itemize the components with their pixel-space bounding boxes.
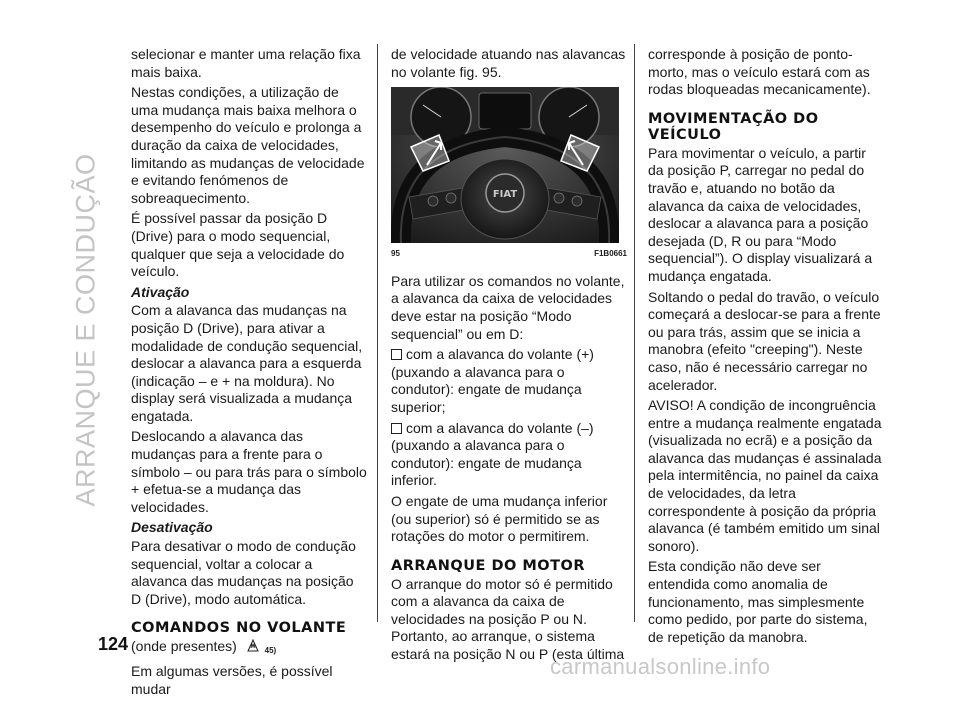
where-present-note: (onde presentes): [131, 638, 237, 655]
paragraph: de velocidade atuando nas alavancas no volante fig. 95.: [391, 46, 626, 80]
steering-wheel-illustration: [391, 87, 619, 243]
figure-caption: [391, 245, 627, 263]
section-heading-comandos: COMANDOS NO VOLANTE: [131, 620, 347, 637]
paragraph: selecionar e manter uma relação fixa mais baixa.: [131, 46, 361, 80]
steering-wheel-figure: [391, 87, 619, 243]
column-divider: [377, 44, 378, 622]
page-number: 124: [98, 634, 129, 654]
paragraph: O arranque do motor só é permitido com a alavanca da caixa de velocidades na posição P ou N. Portanto, ao arranque, o sistema estará na posição N ou P (esta última: [391, 575, 625, 663]
text-column-2: [391, 46, 627, 667]
watermark-link[interactable]: carmanualsonline.info: [550, 654, 771, 679]
figure-number: 95: [391, 249, 400, 259]
text-column-3: [648, 46, 884, 649]
paragraph: O engate de uma mudança inferior (ou superior) só é permitido se as rotações do motor o permitirem.: [391, 492, 608, 545]
paragraph: corresponde à posição de ponto-morto, mas o veículo estará com as rodas bloqueadas mecanicamente).: [648, 46, 871, 98]
paragraph: Em algumas versões, é possível mudar: [131, 663, 333, 697]
section-heading-movimentacao: MOVIMENTAÇÃO DO VEÍCULO: [648, 110, 819, 143]
subheading-ativacao: Ativação: [131, 283, 190, 300]
checkbox-bullet-icon: [391, 423, 402, 434]
paragraph: Soltando o pedal do travão, o veículo começará a deslocar-se para a frente ou para trás, assim que se inicia a manobra (efeito "creeping"). Neste caso, não é necessário carregar no acelerador.: [648, 288, 881, 393]
paragraph: Deslocando a alavanca das mudanças para a frente para o símbolo – ou para trás para o símbolo + efetua-se a mudança das velocidades.: [131, 428, 367, 515]
subheading-desativacao: Desativação: [131, 519, 213, 536]
paragraph: É possível passar da posição D (Drive) para o modo sequencial, qualquer que seja a velocidade do veículo.: [131, 210, 345, 280]
paragraph: Para movimentar o veículo, a partir da posição P, carregar no pedal do travão e, atuando no botão da alavanca da caixa de velocidades, deslocar a alavanca para a posição desejada (D, R ou para “Modo sequencial”). O display visualizará a mudança engatada.: [648, 144, 873, 284]
warning-reference: 45): [264, 646, 277, 656]
text-column-1: [131, 46, 367, 701]
chapter-title: ARRANQUE E CONDUÇÃO: [70, 153, 101, 507]
figure-code: F1B0661: [594, 249, 627, 259]
checkbox-bullet-icon: [391, 349, 402, 360]
section-heading-arranque: ARRANQUE DO MOTOR: [391, 557, 586, 574]
paragraph: Esta condição não deve ser entendida como anomalia de funcionamento, mas simplesmente como pedido, por parte do sistema, de repetição da manobra.: [648, 558, 868, 645]
bullet-item: com a alavanca do volante (–) (puxando a alavanca para o condutor): engate de mudança inferior.: [391, 419, 594, 489]
paragraph: Nestas condições, a utilização de uma mudança mais baixa melhora o desempenho do veículo e prolonga a duração da caixa de velocidades, limitando as mudanças de velocidade e evitando fenómenos de sobreaquecimento.: [131, 84, 365, 206]
column-divider: [634, 44, 635, 622]
fiat-logo: FIAT: [492, 189, 518, 201]
paragraph: Com a alavanca das mudanças na posição D (Drive), para ativar a modalidade de condução sequencial, deslocar a alavanca para a esquerda (indicação – e + na moldura). No display será visualizada a mudança engatada.: [131, 302, 363, 424]
paragraph: [131, 638, 367, 660]
paragraph: AVISO! A condição de incongruência entre a mudança realmente engatada (visualizada no ecrã) e a posição da alavanca das mudanças é assinalada pela intermitência, no painel da caixa de velocidades, da letra correspondente à posição da própria alavanca (é também emitido um sinal sonoro).: [648, 397, 882, 554]
paragraph: Para desativar o modo de condução sequencial, voltar a colocar a alavanca das mudanças na posição D (Drive), modo automática.: [131, 538, 356, 607]
paragraph: Para utilizar os comandos no volante, a alavanca da caixa de velocidades deve estar na posição “Modo sequencial” ou em D:: [391, 272, 625, 342]
bullet-item: com a alavanca do volante (+) (puxando a alavanca para o condutor): engate de mudança superior;: [391, 346, 594, 415]
warning-hand-icon: [245, 638, 261, 658]
